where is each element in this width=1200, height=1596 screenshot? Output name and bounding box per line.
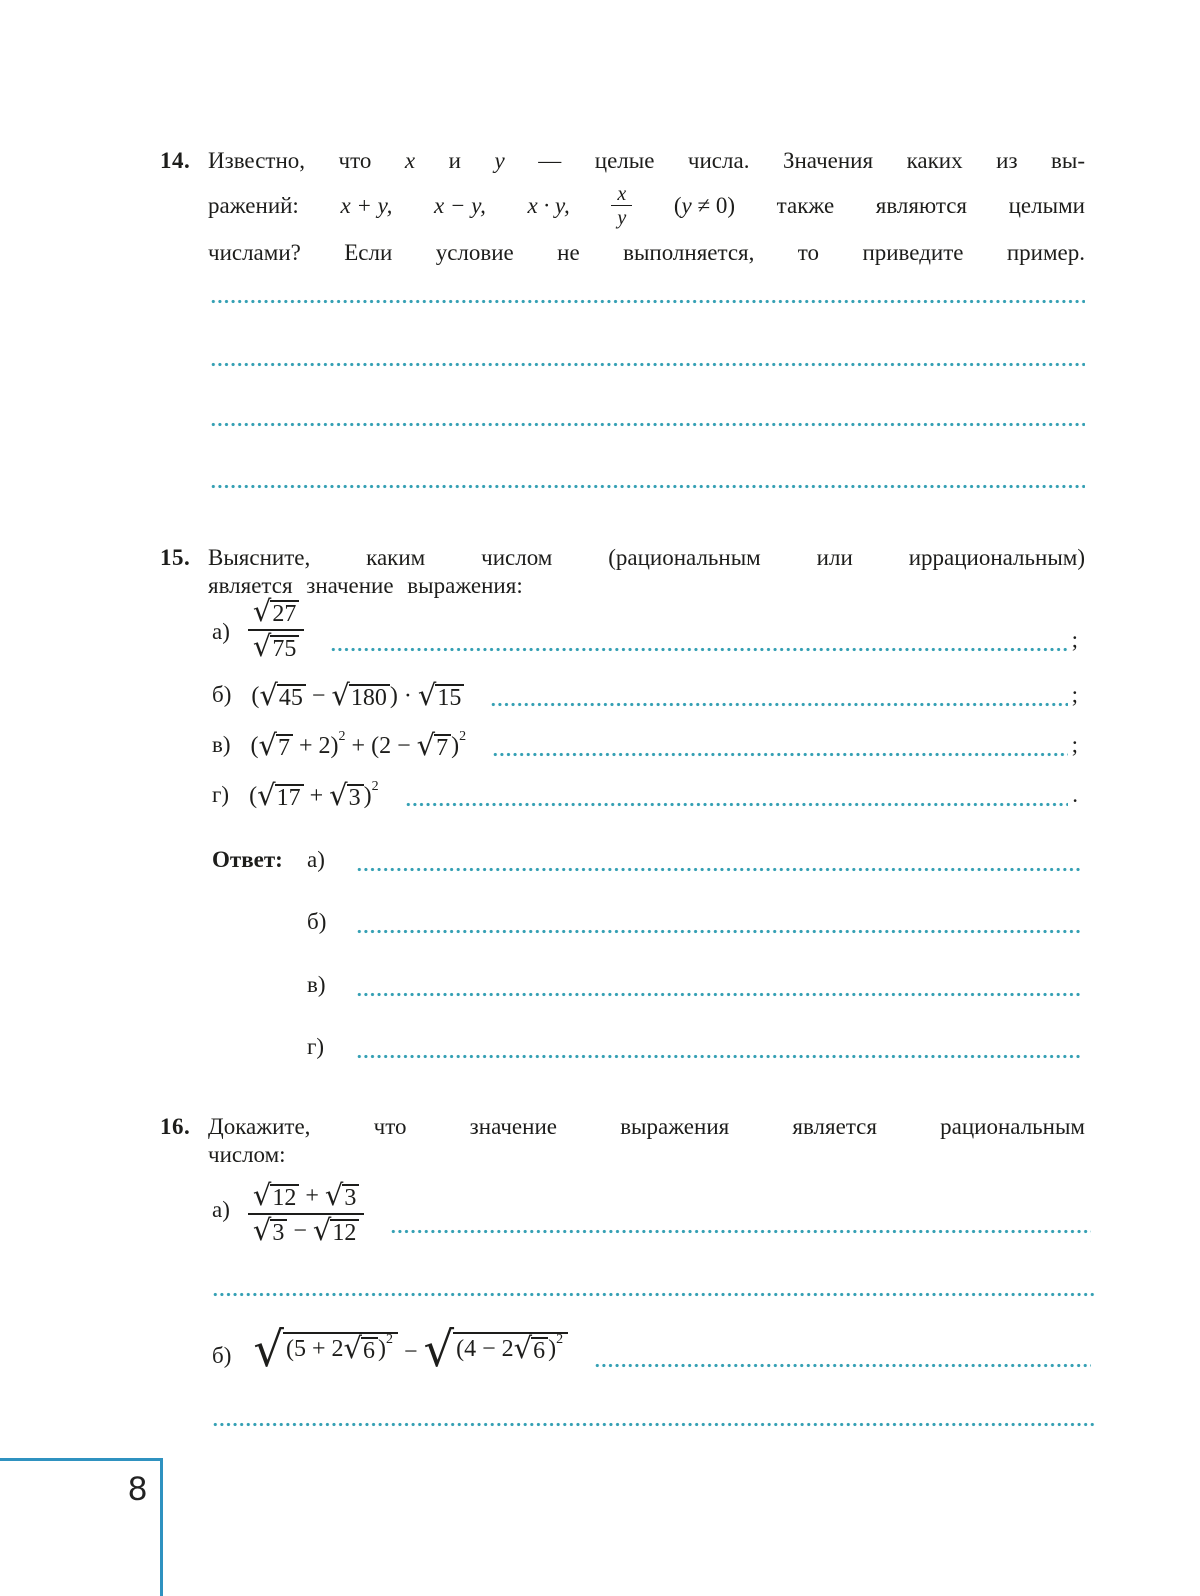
answer-dotted-line	[490, 700, 1067, 707]
radicand: 27	[270, 600, 299, 625]
math-expression-x-plus-y: x + y,	[340, 193, 393, 218]
problem-14-number: 14.	[160, 148, 191, 173]
answer-dotted-line	[210, 296, 1085, 304]
text-run: Известно, что	[208, 148, 372, 173]
radical-sign: √	[258, 728, 278, 762]
radicand: 6	[531, 1337, 548, 1362]
superscript-2: 2	[371, 779, 379, 794]
radical-sign: √	[417, 678, 437, 712]
radicand: 7	[276, 734, 293, 759]
radical-sign: √	[331, 678, 350, 712]
sqrt-radical	[417, 678, 464, 712]
item-label: б)	[212, 682, 232, 707]
problem-16-line-2: числом:	[208, 1142, 286, 1167]
problem-16-item-a	[212, 1170, 1095, 1247]
radicand: 6	[361, 1337, 378, 1362]
radical-sign: √	[329, 778, 348, 812]
operator-multiply: ) ·	[389, 683, 418, 709]
answer-dotted-line	[210, 359, 1085, 367]
radical-sign: √	[513, 1331, 533, 1365]
radical-sign: √	[416, 728, 436, 762]
sqrt-radical	[252, 1178, 299, 1212]
radicand: 12	[270, 1184, 299, 1209]
page-number: 8	[128, 1470, 147, 1508]
text-run: ≠ 0)	[691, 193, 736, 218]
item-label: б)	[212, 1343, 232, 1368]
text-run: + (2 −	[345, 733, 417, 759]
text-run: + 2)	[293, 733, 339, 759]
answer-dotted-line	[330, 645, 1067, 652]
item-label: а)	[212, 1197, 230, 1222]
radicand: 17	[275, 784, 304, 809]
answer-dotted-line	[492, 750, 1068, 757]
text-run: )	[363, 783, 372, 809]
text-run: и	[448, 148, 461, 173]
radical-sign: √	[312, 1213, 332, 1247]
punctuation: ;	[1071, 682, 1078, 707]
operator-minus: −	[287, 1218, 313, 1244]
radicand: 180	[349, 684, 390, 709]
answer-row-b	[212, 910, 1085, 936]
sqrt-radical	[324, 1178, 359, 1212]
sqrt-radical	[329, 778, 363, 812]
radicand: 15	[435, 684, 464, 709]
answer-dotted-line	[356, 927, 1081, 934]
radicand: 12	[330, 1219, 359, 1244]
math-expression-x-times-y: x · y,	[527, 193, 570, 218]
sqrt-radical	[331, 678, 389, 712]
answer-dotted-line	[405, 800, 1069, 807]
answer-dotted-line	[390, 1227, 1091, 1234]
text-run: (5 + 2	[285, 1336, 344, 1362]
problem-15-item-d	[212, 778, 1078, 812]
radical-sign: √	[343, 1331, 362, 1365]
text-run: (	[249, 783, 258, 809]
problem-15-item-c	[212, 727, 1078, 762]
text-run: )	[451, 733, 460, 759]
radical-sign: √	[252, 1213, 272, 1247]
math-expression	[249, 778, 379, 812]
radicand: 7	[434, 734, 451, 759]
item-label: г)	[212, 782, 230, 807]
sqrt-radical	[416, 728, 451, 762]
operator-minus: −	[397, 1339, 424, 1365]
text-run: — целые числа. Значения каких из вы-	[538, 148, 1086, 173]
punctuation: ;	[1071, 627, 1078, 652]
radical-sign: √	[324, 1178, 344, 1212]
math-fraction-sqrt27-over-sqrt75	[248, 594, 304, 663]
sqrt-radical	[258, 728, 293, 762]
sqrt-radical-inner	[343, 1331, 378, 1365]
item-label: а)	[212, 619, 230, 644]
math-expression	[250, 728, 467, 762]
radical-sign: √	[259, 678, 278, 712]
radical-sign: √	[252, 1178, 272, 1212]
problem-15-item-a	[212, 594, 1078, 663]
math-var-x: x	[404, 148, 416, 173]
radical-sign: √	[252, 629, 272, 663]
math-expression	[253, 1322, 568, 1378]
problem-16-number: 16.	[160, 1114, 191, 1139]
answer-row-d	[212, 1035, 1085, 1061]
math-condition-y-not-zero	[674, 192, 735, 220]
sqrt-radical	[252, 629, 299, 663]
superscript-2: 2	[556, 1332, 564, 1347]
text-run: являются	[875, 193, 967, 218]
answer-dotted-line	[212, 1419, 1095, 1427]
item-label: в)	[307, 972, 326, 997]
radicand	[453, 1331, 568, 1365]
text-run: ражений:	[208, 193, 299, 218]
problem-15-line-2: является значение выражения:	[208, 573, 523, 598]
superscript-2: 2	[459, 729, 467, 744]
answer-dotted-line	[356, 1052, 1081, 1059]
text-run: (	[251, 683, 260, 709]
radical-sign: √	[252, 594, 272, 628]
text-run: )	[548, 1336, 557, 1362]
radical-sign: √	[253, 1322, 284, 1378]
problem-14-line-2	[208, 179, 1085, 233]
problem-16-line-1: Докажите, что значение выражения является рациональным	[208, 1114, 1085, 1139]
radicand: 3	[342, 1184, 359, 1209]
item-label: б)	[307, 909, 327, 934]
problem-14-line-1	[208, 147, 1085, 175]
item-label: в)	[212, 732, 231, 757]
radical-sign: √	[257, 778, 276, 812]
superscript-2: 2	[338, 729, 346, 744]
answer-label: Ответ:	[212, 847, 283, 872]
answer-dotted-line	[210, 481, 1085, 489]
answer-row-a	[212, 848, 1085, 874]
text-run: (	[673, 193, 682, 218]
page-number-box	[0, 1458, 163, 1596]
fraction-numerator: x	[617, 183, 627, 205]
punctuation: ;	[1071, 732, 1078, 757]
problem-15-line-1: Выясните, каким числом (рациональным или иррациональным)	[208, 545, 1085, 570]
problem-15-number: 15.	[160, 545, 191, 570]
operator-plus: +	[303, 783, 330, 809]
fraction-denominator	[248, 1213, 365, 1247]
text-run: (	[250, 733, 259, 759]
answer-dotted-line	[356, 990, 1081, 997]
answer-dotted-line	[594, 1361, 1091, 1368]
radicand: 45	[277, 684, 306, 709]
punctuation: .	[1072, 782, 1078, 807]
sqrt-radical-outer	[423, 1322, 569, 1378]
text-run: целыми	[1008, 193, 1085, 218]
answer-dotted-line	[210, 419, 1085, 427]
sqrt-radical-inner	[513, 1331, 548, 1365]
sqrt-radical-outer	[253, 1322, 398, 1378]
fraction-numerator	[248, 1178, 365, 1213]
radicand: 75	[270, 635, 299, 660]
operator-plus: +	[299, 1183, 325, 1209]
math-var-y: y	[494, 148, 505, 173]
item-label: г)	[307, 1034, 325, 1059]
math-expression-x-minus-y: x − y,	[434, 193, 486, 218]
answer-row-c	[212, 973, 1085, 999]
radical-sign: √	[423, 1322, 455, 1378]
sqrt-radical	[257, 778, 303, 812]
sqrt-radical	[252, 594, 299, 628]
answer-dotted-line	[356, 865, 1081, 872]
sqrt-radical	[259, 678, 305, 712]
operator-minus: −	[305, 683, 332, 709]
fraction-numerator	[248, 594, 304, 629]
text-run: (4 − 2	[456, 1336, 514, 1362]
math-fraction	[248, 1178, 365, 1247]
math-expression	[251, 678, 464, 712]
fraction-denominator: y	[611, 205, 632, 228]
sqrt-radical	[252, 1213, 287, 1247]
radicand: 3	[270, 1219, 287, 1244]
math-var-y: y	[681, 193, 692, 218]
problem-16-item-b	[212, 1322, 1095, 1378]
problem-15-item-b	[212, 678, 1078, 712]
fraction-denominator	[248, 629, 304, 663]
answer-dotted-line	[212, 1289, 1095, 1297]
item-label: а)	[307, 847, 325, 872]
radicand	[283, 1331, 398, 1365]
text-run: также	[776, 193, 835, 218]
sqrt-radical	[312, 1213, 359, 1247]
problem-14-line-3: числами? Если условие не выполняется, то приведите пример.	[208, 240, 1085, 265]
radicand: 3	[347, 784, 364, 809]
text-run: )	[377, 1336, 386, 1362]
math-fraction-x-over-y	[611, 184, 632, 228]
superscript-2: 2	[385, 1332, 393, 1347]
